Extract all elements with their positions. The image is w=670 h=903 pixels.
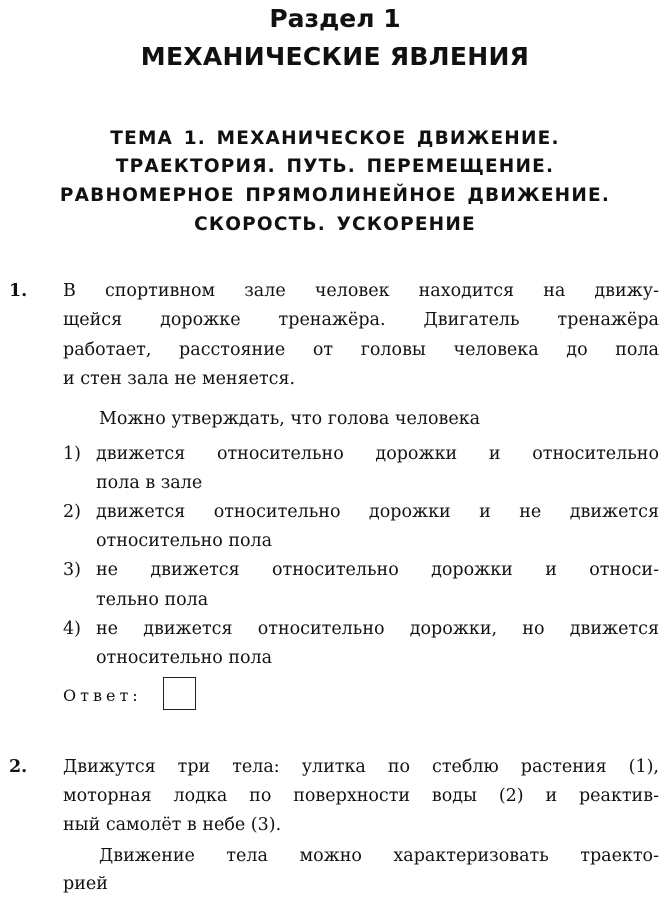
question-prompt: Движение тела можно характеризовать траекто- <box>99 846 659 866</box>
answer-input-box[interactable] <box>163 677 196 710</box>
option-text: относительно пола <box>96 531 273 551</box>
option-text: тельно пола <box>96 590 209 610</box>
question-number: 2. <box>9 757 28 777</box>
option-number: 2) <box>63 502 81 522</box>
question-text-line: В спортивном зале человек находится на движу- <box>63 281 659 301</box>
question-text-line: Движутся три тела: улитка по стеблю растения (1), <box>63 757 659 777</box>
question-text-line: работает, расстояние от головы человека до пола <box>63 340 659 360</box>
question-text-line: моторная лодка по поверхности воды (2) и реактив- <box>63 786 659 806</box>
section-number: Раздел 1 <box>269 4 401 33</box>
option-text: относительно пола <box>96 648 273 668</box>
option-text: пола в зале <box>96 473 203 493</box>
answer-label: Ответ: <box>63 686 142 705</box>
question-prompt: рией <box>63 874 108 894</box>
option-text: движется относительно дорожки и относительно <box>96 444 659 464</box>
option-text: движется относительно дорожки и не движется <box>96 502 659 522</box>
option-number: 1) <box>63 444 81 464</box>
option-text: не движется относительно дорожки, но движется <box>96 619 659 639</box>
topic-heading-line: РАВНОМЕРНОЕ ПРЯМОЛИНЕЙНОЕ ДВИЖЕНИЕ. <box>59 185 611 206</box>
question-text-line: щейся дорожке тренажёра. Двигатель тренажёра <box>63 310 659 330</box>
option-number: 3) <box>63 560 81 580</box>
option-number: 4) <box>63 619 81 639</box>
question-text-line: и стен зала не меняется. <box>63 369 296 389</box>
topic-heading-line: ТЕМА 1. МЕХАНИЧЕСКОЕ ДВИЖЕНИЕ. <box>110 128 560 149</box>
section-title: МЕХАНИЧЕСКИЕ ЯВЛЕНИЯ <box>140 42 530 71</box>
question-prompt: Можно утверждать, что голова человека <box>99 409 481 429</box>
topic-heading-line: СКОРОСТЬ. УСКОРЕНИЕ <box>194 214 476 235</box>
question-text-line: ный самолёт в небе (3). <box>63 815 282 835</box>
option-text: не движется относительно дорожки и относи- <box>96 560 659 580</box>
question-number: 1. <box>9 281 28 301</box>
topic-heading-line: ТРАЕКТОРИЯ. ПУТЬ. ПЕРЕМЕЩЕНИЕ. <box>115 156 555 177</box>
